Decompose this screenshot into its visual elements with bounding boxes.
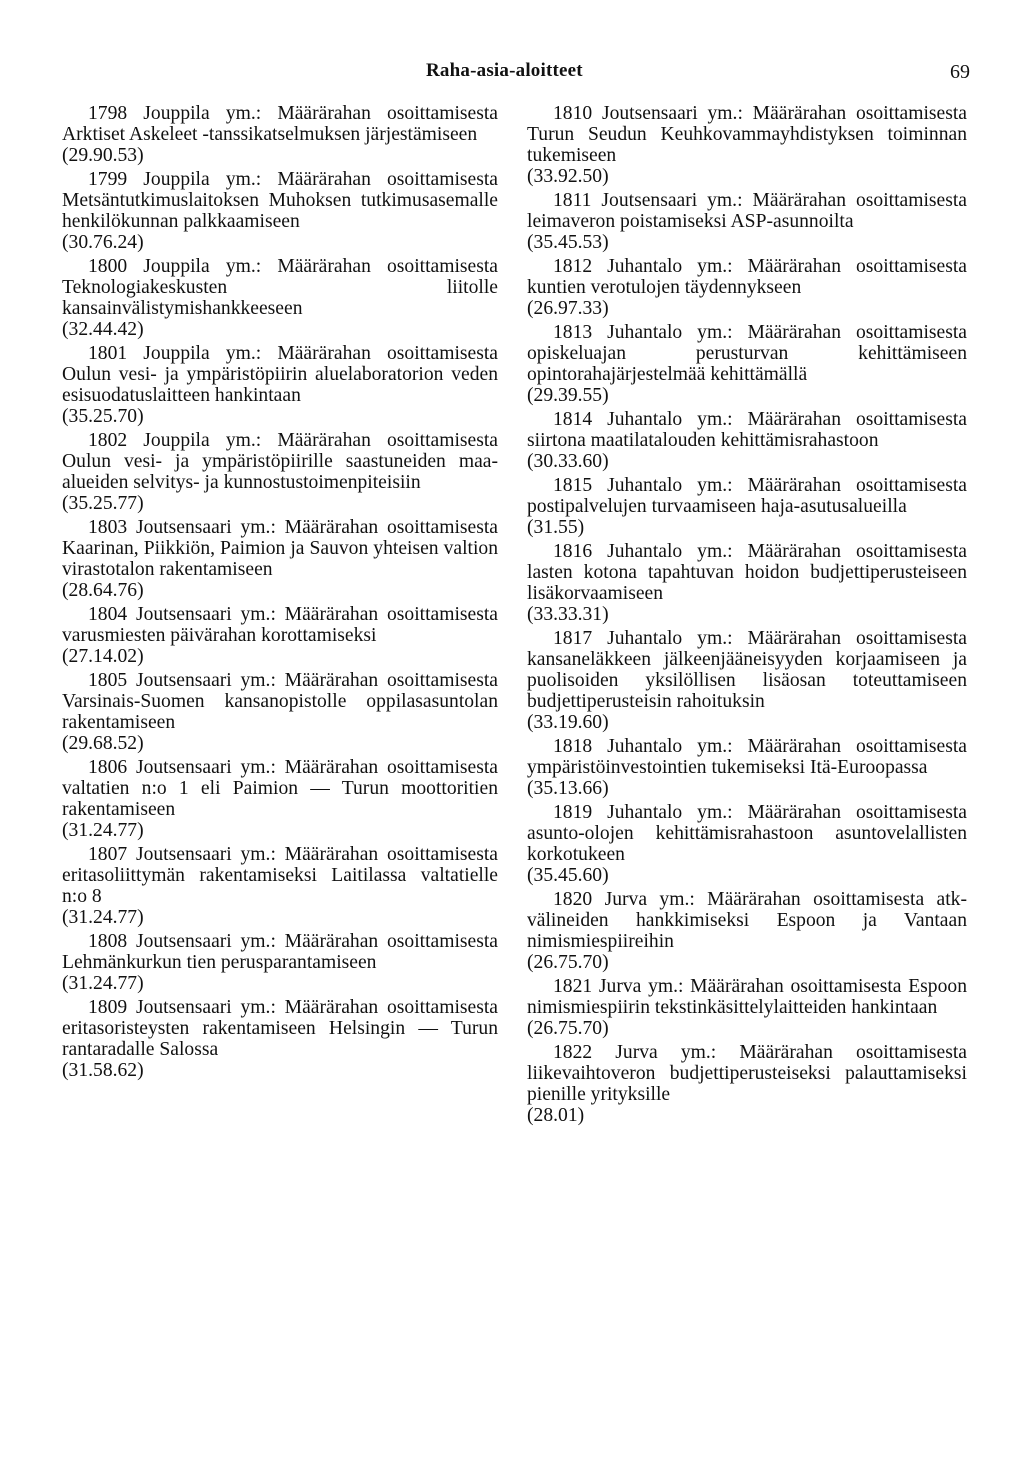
- budget-code: (26.75.70): [527, 1018, 609, 1039]
- motion-title: 1803 Joutsensaari ym.: Määrärahan osoittamisesta Kaarinan, Piikkiön, Paimion ja Sauvon yhteisen valtion virastotalon rakentamiseen: [62, 517, 498, 580]
- motion-title: 1809 Joutsensaari ym.: Määrärahan osoittamisesta eritasoristeysten rakentamiseen Helsingin — Turun rantaradalle Salossa: [62, 997, 498, 1060]
- motion-entry: [62, 430, 498, 514]
- motion-title: 1819 Juhantalo ym.: Määrärahan osoittamisesta asunto-olojen kehittämisrahastoon asuntovelallisten korkotukeen: [527, 802, 967, 865]
- running-title: Raha-asia-aloitteet: [426, 60, 583, 81]
- left-column: [62, 103, 498, 1084]
- motion-title: 1812 Juhantalo ym.: Määrärahan osoittamisesta kuntien verotulojen täydennykseen: [527, 256, 967, 298]
- motion-entry: [527, 1042, 967, 1126]
- motion-title: 1804 Joutsensaari ym.: Määrärahan osoittamisesta varusmiesten päivärahan korottamiseksi: [62, 604, 498, 646]
- motion-title: 1802 Jouppila ym.: Määrärahan osoittamisesta Oulun vesi- ja ympäristöpiirille saastuneiden maa-alueiden selvitys- ja kunnostustoimenpiteisiin: [62, 430, 498, 493]
- budget-code: (29.39.55): [527, 385, 609, 406]
- motion-title: 1806 Joutsensaari ym.: Määrärahan osoittamisesta valtatien n:o 1 eli Paimion — Turun moottoritien rakentamiseen: [62, 757, 498, 820]
- motion-title: 1821 Jurva ym.: Määrärahan osoittamisesta Espoon nimismiespiirin tekstinkäsittelylaitteiden hankintaan: [527, 976, 967, 1018]
- motion-title: 1800 Jouppila ym.: Määrärahan osoittamisesta Teknologiakeskusten liitolle kansainvälistymishankkeeseen: [62, 256, 498, 319]
- motion-title: 1813 Juhantalo ym.: Määrärahan osoittamisesta opiskeluajan perusturvan kehittämiseen opintorahajärjestelmää kehittämällä: [527, 322, 967, 385]
- motion-title: 1820 Jurva ym.: Määrärahan osoittamisesta atk-välineiden hankkimiseksi Espoon ja Vantaan nimismiespiireihin: [527, 889, 967, 952]
- page-header: [0, 60, 1024, 90]
- budget-code: (31.55): [527, 517, 585, 538]
- motion-entry: [62, 997, 498, 1081]
- motion-entry: [62, 670, 498, 754]
- motion-entry: [62, 844, 498, 928]
- motion-title: 1811 Joutsensaari ym.: Määrärahan osoittamisesta leimaveron poistamiseksi ASP-asunnoilta: [527, 190, 967, 232]
- right-column: [527, 103, 967, 1129]
- budget-code: (33.19.60): [527, 712, 609, 733]
- motion-entry: [527, 628, 967, 733]
- budget-code: (35.45.60): [527, 865, 609, 886]
- motion-title: 1801 Jouppila ym.: Määrärahan osoittamisesta Oulun vesi- ja ympäristöpiirin aluelaboratorion veden esisuodatuslaitteen hankintaan: [62, 343, 498, 406]
- motion-entry: [62, 757, 498, 841]
- motion-entry: [527, 103, 967, 187]
- motion-entry: [62, 169, 498, 253]
- motion-entry: [527, 976, 967, 1039]
- motion-title: 1798 Jouppila ym.: Määrärahan osoittamisesta Arktiset Askeleet -tanssikatselmuksen järjestämiseen: [62, 103, 498, 145]
- page-number: 69: [950, 61, 970, 83]
- motion-title: 1816 Juhantalo ym.: Määrärahan osoittamisesta lasten kotona tapahtuvan hoidon budjettiperusteiseen lisäkorvaamiseen: [527, 541, 967, 604]
- budget-code: (33.33.31): [527, 604, 609, 625]
- motion-entry: [527, 256, 967, 319]
- motion-title: 1807 Joutsensaari ym.: Määrärahan osoittamisesta eritasoliittymän rakentamiseksi Laitilassa valtatielle n:o 8: [62, 844, 498, 907]
- budget-code: (28.01): [527, 1105, 585, 1126]
- motion-title: 1805 Joutsensaari ym.: Määrärahan osoittamisesta Varsinais-Suomen kansanopistolle oppilasasuntolan rakentamiseen: [62, 670, 498, 733]
- motion-entry: [527, 802, 967, 886]
- motion-entry: [527, 409, 967, 472]
- budget-code: (29.90.53): [62, 145, 144, 166]
- budget-code: (26.97.33): [527, 298, 609, 319]
- motion-entry: [62, 604, 498, 667]
- motion-title: 1817 Juhantalo ym.: Määrärahan osoittamisesta kansaneläkkeen jälkeenjääneisyyden korjaamiseen ja puolisoiden yksilöllisen lisäosan toteuttamiseen budjettiperusteisin rahoituksin: [527, 628, 967, 712]
- motion-title: 1822 Jurva ym.: Määrärahan osoittamisesta liikevaihtoveron budjettiperusteiseksi palauttamiseksi pienille yrityksille: [527, 1042, 967, 1105]
- motion-entry: [527, 541, 967, 625]
- budget-code: (28.64.76): [62, 580, 144, 601]
- budget-code: (35.25.70): [62, 406, 144, 427]
- budget-code: (29.68.52): [62, 733, 144, 754]
- budget-code: (32.44.42): [62, 319, 144, 340]
- budget-code: (35.45.53): [527, 232, 609, 253]
- motion-title: 1799 Jouppila ym.: Määrärahan osoittamisesta Metsäntutkimuslaitoksen Muhoksen tutkimusasemalle henkilökunnan palkkaamiseen: [62, 169, 498, 232]
- motion-entry: [62, 517, 498, 601]
- motion-entry: [527, 475, 967, 538]
- motion-title: 1818 Juhantalo ym.: Määrärahan osoittamisesta ympäristöinvestointien tukemiseksi Itä-Euroopassa: [527, 736, 967, 778]
- budget-code: (31.24.77): [62, 820, 144, 841]
- motion-entry: [62, 931, 498, 994]
- motion-title: 1815 Juhantalo ym.: Määrärahan osoittamisesta postipalvelujen turvaamiseen haja-asutusalueilla: [527, 475, 967, 517]
- motion-title: 1808 Joutsensaari ym.: Määrärahan osoittamisesta Lehmänkurkun tien perusparantamiseen: [62, 931, 498, 973]
- motion-title: 1810 Joutsensaari ym.: Määrärahan osoittamisesta Turun Seudun Keuhkovammayhdistyksen toiminnan tukemiseen: [527, 103, 967, 166]
- budget-code: (30.33.60): [527, 451, 609, 472]
- budget-code: (31.58.62): [62, 1060, 144, 1081]
- motion-entry: [527, 889, 967, 973]
- motion-title: 1814 Juhantalo ym.: Määrärahan osoittamisesta siirtona maatilatalouden kehittämisrahastoon: [527, 409, 967, 451]
- motion-entry: [62, 103, 498, 166]
- motion-entry: [527, 190, 967, 253]
- budget-code: (33.92.50): [527, 166, 609, 187]
- motion-entry: [527, 736, 967, 799]
- budget-code: (30.76.24): [62, 232, 144, 253]
- budget-code: (31.24.77): [62, 907, 144, 928]
- budget-code: (31.24.77): [62, 973, 144, 994]
- budget-code: (35.13.66): [527, 778, 609, 799]
- budget-code: (27.14.02): [62, 646, 144, 667]
- motion-entry: [527, 322, 967, 406]
- budget-code: (26.75.70): [527, 952, 609, 973]
- motion-entry: [62, 343, 498, 427]
- budget-code: (35.25.77): [62, 493, 144, 514]
- motion-entry: [62, 256, 498, 340]
